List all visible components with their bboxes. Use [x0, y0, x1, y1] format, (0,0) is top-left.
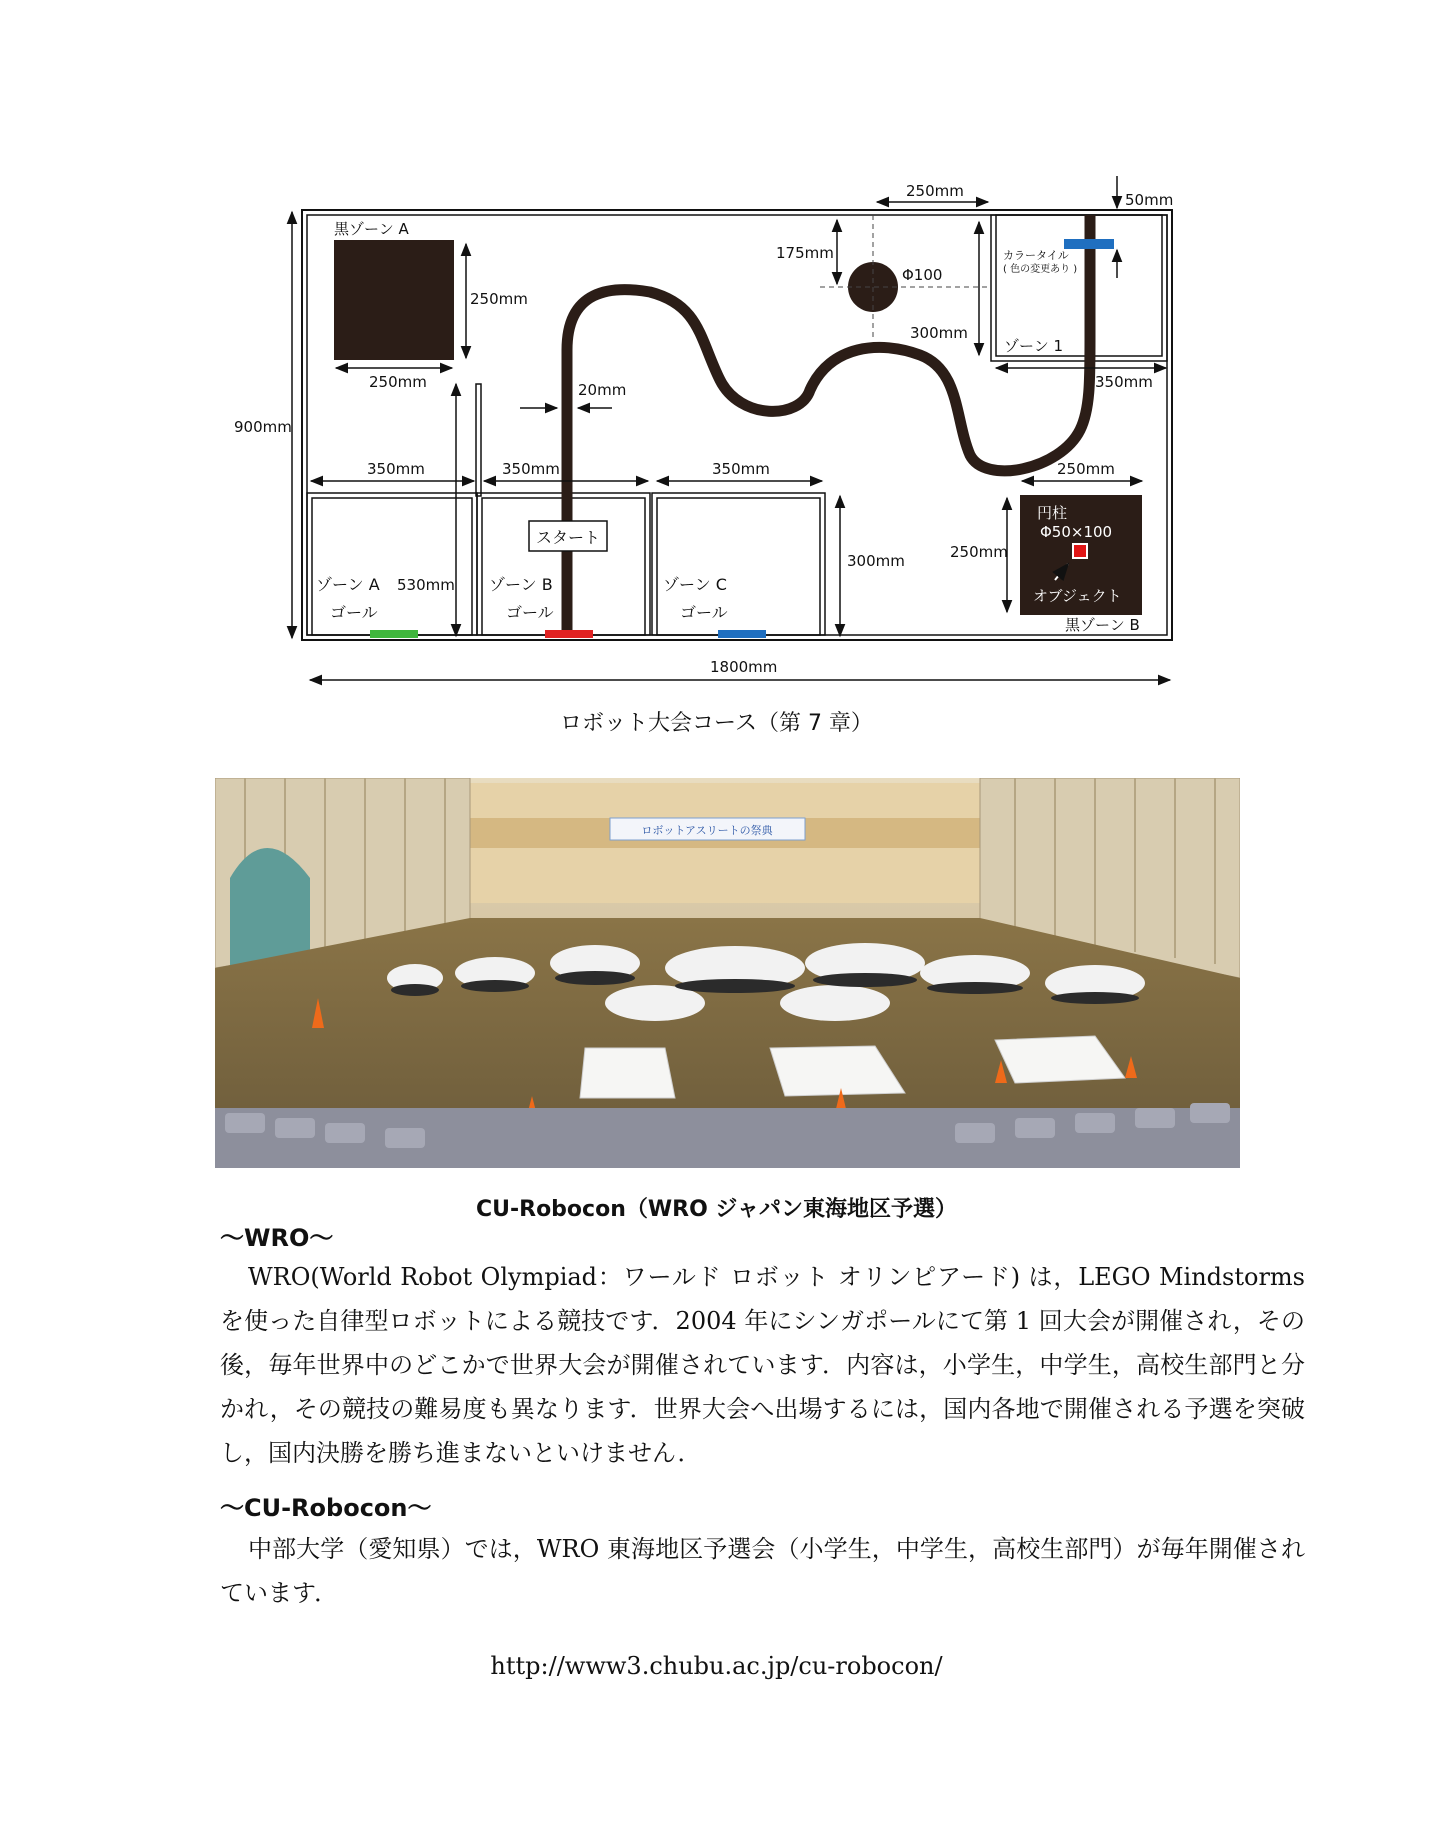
dim-zone-b-350: 350mm: [502, 460, 560, 478]
reference-url: http://www3.chubu.ac.jp/cu-robocon/: [490, 1652, 943, 1680]
zone-1-label: ゾーン 1: [1004, 337, 1064, 355]
competition-photo: [215, 778, 1240, 1168]
dim-right-350: 350mm: [1095, 373, 1153, 391]
goal-c-label: ゴール: [680, 603, 728, 622]
section-heading-wro: 〜WRO〜: [220, 1224, 334, 1252]
wall-divider: [476, 384, 481, 496]
color-tile-note: ( 色の変更あり ): [1003, 264, 1078, 275]
dim-top-50: 50mm: [1125, 191, 1174, 209]
object-label: オブジェクト: [1033, 587, 1122, 605]
dim-300-top: 300mm: [910, 324, 968, 342]
diagram-caption: ロボット大会コース（第 7 章）: [560, 711, 873, 736]
black-zone-a-label: 黒ゾーン A: [334, 220, 409, 238]
goal-a-label: ゴール: [330, 603, 378, 622]
photo-banner: ロボットアスリートの祭典: [641, 824, 773, 837]
dim-zone-300: 300mm: [847, 552, 905, 570]
cylinder-title: 円柱: [1037, 504, 1068, 522]
course-diagram: [0, 0, 1433, 720]
dim-top-250: 250mm: [906, 182, 964, 200]
dim-width-1800: 1800mm: [710, 658, 778, 676]
zone-c-label: ゾーン C: [663, 575, 727, 594]
dim-zone-a-250-v: 250mm: [470, 290, 528, 308]
section-body-cu-robocon: 中部大学（愛知県）では，WRO 東海地区予選会（小学生，中学生，高校生部門）が毎年開催されています．: [220, 1535, 1305, 1607]
circle-label: Φ100: [902, 266, 943, 284]
dim-right-250-h: 250mm: [1057, 460, 1115, 478]
zone-a-label: ゾーン A: [316, 575, 380, 594]
zone-b-label: ゾーン B: [489, 575, 553, 594]
photo-caption: CU-Robocon（WRO ジャパン東海地区予選）: [475, 1197, 957, 1222]
section-heading-cu-robocon: 〜CU-Robocon〜: [220, 1494, 432, 1522]
dim-zone-c-350: 350mm: [712, 460, 770, 478]
dim-175: 175mm: [776, 244, 834, 262]
object-marker: [1073, 544, 1087, 558]
goal-c-tile: [718, 630, 766, 638]
black-zone-b-label: 黒ゾーン B: [1065, 616, 1140, 634]
start-label: スタート: [536, 528, 601, 547]
goal-b-tile: [545, 630, 593, 638]
black-zone-a: [334, 240, 454, 360]
dim-height-900: 900mm: [234, 418, 292, 436]
cylinder-size: Φ50×100: [1040, 523, 1113, 541]
color-tile: [1064, 239, 1114, 249]
color-tile-label: カラータイル: [1003, 249, 1069, 262]
section-body-wro: WRO(World Robot Olympiad：ワールド ロボット オリンピアード) は，LEGO Mindstorms を使った自律型ロボットによる競技です．2004 年にシンガポールにて第 1 回大会が開催され，その後，毎年世界中のどこかで世界大会が開催されています．内容は，小学生，中学生，高校生部門と分かれ，その競技の難易度も異なります．世界大会へ出場するには，国内各地で開催される予選を突破し，国内決勝を勝ち進まないといけません．: [220, 1263, 1305, 1467]
zone-c-box: [652, 493, 825, 635]
dim-zone-a-350: 350mm: [367, 460, 425, 478]
dim-zone-a-250-h: 250mm: [369, 373, 427, 391]
goal-a-tile: [370, 630, 418, 638]
goal-b-label: ゴール: [506, 603, 554, 622]
dim-zone-a-530: 530mm: [397, 576, 455, 594]
dim-line-20: 20mm: [578, 381, 627, 399]
dim-black-b-250: 250mm: [950, 543, 1008, 561]
